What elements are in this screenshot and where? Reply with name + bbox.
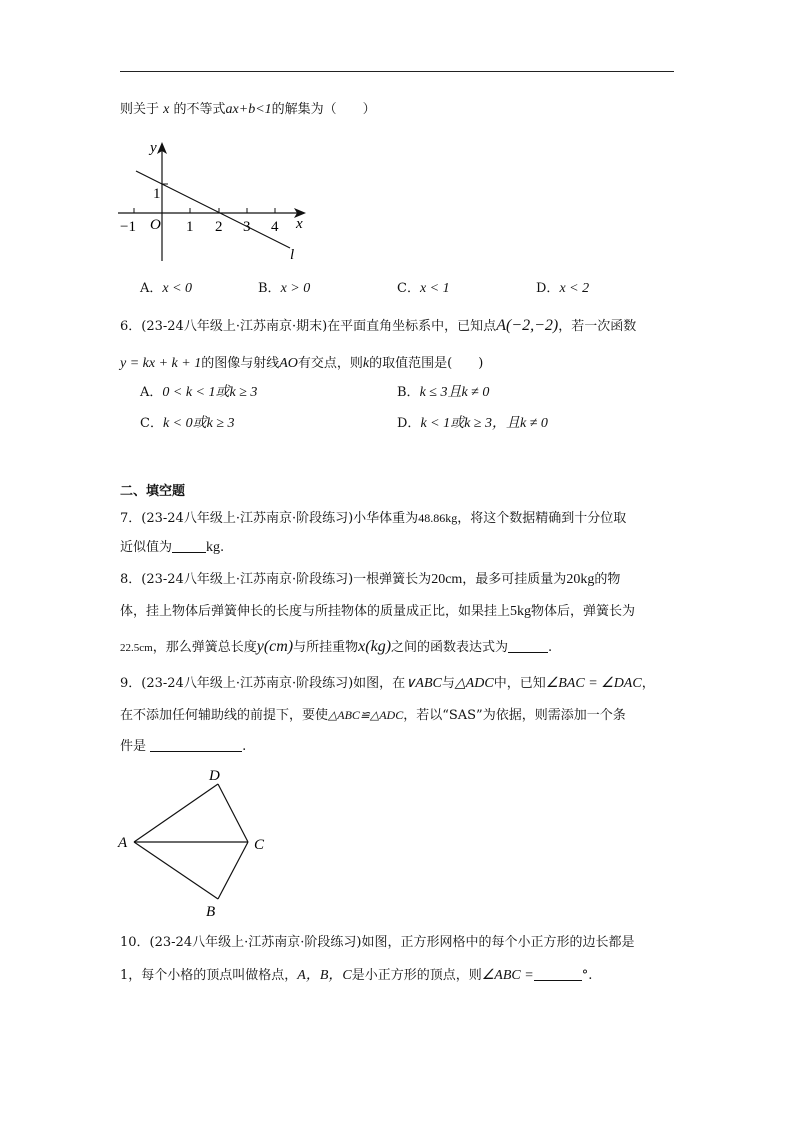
- q9-line2: 在不添加任何辅助线的前提下，要使△ABC≌△ADC，若以“SAS”为依据，则需添加一个条: [120, 708, 626, 723]
- q5-option-b[interactable]: B．x > 0: [258, 281, 311, 296]
- q7-line2: 近似值为 kg.: [120, 540, 225, 555]
- segment-bc: [218, 842, 248, 899]
- q9-line1: 9．(23-24八年级上·江苏南京·阶段练习)如图，在∨ABC与△ADC中，已知∠BAC = ∠DAC，: [120, 676, 655, 691]
- header-rule: [120, 71, 674, 72]
- q9-line3: 件是 .: [120, 739, 247, 754]
- segment-ab: [134, 842, 218, 899]
- q6-option-a[interactable]: A．0 < k < 1或k ≥ 3: [140, 385, 258, 400]
- q10-number: 10．: [120, 935, 150, 950]
- q5-stem-mid: 的不等式: [173, 102, 226, 117]
- q8-source: (23-24八年级上·江苏南京·阶段练习): [141, 572, 354, 587]
- vertex-c-label: C: [254, 837, 265, 853]
- vertex-b-label: B: [206, 904, 216, 920]
- q7-line1: 7．(23-24八年级上·江苏南京·阶段练习)小华体重为48.86kg，将这个数据精确到十分位取: [120, 511, 627, 526]
- x-axis-label: x: [296, 216, 303, 232]
- q8-answer-blank[interactable]: [508, 638, 548, 653]
- q10-source: (23-24八年级上·江苏南京·阶段练习): [149, 935, 362, 950]
- section-2-title: 二、填空题: [120, 484, 186, 499]
- x-tick-2: 2: [215, 219, 223, 235]
- q5-option-a[interactable]: A．x < 0: [140, 281, 193, 296]
- q10-line2: 1，每个小格的顶点叫做格点，A，B，C是小正方形的顶点，则∠ABC = °.: [120, 968, 593, 983]
- q10-line1: 10．(23-24八年级上·江苏南京·阶段练习)如图，正方形网格中的每个小正方形的边长都是: [120, 935, 635, 950]
- q8-number: 8．: [120, 572, 142, 587]
- q5-stem: [120, 100, 376, 120]
- x-tick-1: 1: [186, 219, 194, 235]
- q6-number: 6．: [120, 319, 142, 334]
- q5-stem-suffix: 的解集为（ ）: [271, 102, 376, 117]
- q8-line3: 22.5cm，那么弹簧总长度y(cm)与所挂重物x(kg)之间的函数表达式为 .: [120, 638, 553, 655]
- q9-number: 9．: [120, 676, 142, 691]
- q5-inequality: ax+b<1: [225, 102, 272, 117]
- x-tick-4: 4: [271, 219, 279, 235]
- q7-answer-blank[interactable]: [172, 538, 206, 553]
- q5-option-c[interactable]: C．x < 1: [397, 281, 450, 296]
- q6-option-c[interactable]: C．k < 0或k ≥ 3: [140, 416, 235, 431]
- q7-source: (23-24八年级上·江苏南京·阶段练习): [141, 511, 354, 526]
- q6-ray: AO: [279, 356, 298, 371]
- q6-point-a: A(−2,−2): [496, 317, 559, 334]
- q9-source: (23-24八年级上·江苏南京·阶段练习): [141, 676, 354, 691]
- line-l: [136, 171, 290, 248]
- q7-number: 7．: [120, 511, 142, 526]
- q5-stem-var: x: [163, 102, 170, 117]
- y-axis-label: y: [150, 140, 157, 156]
- q6-source: (23-24八年级上·江苏南京·期末): [141, 319, 328, 334]
- origin-label: O: [150, 217, 161, 233]
- y-tick-1: 1: [153, 186, 161, 202]
- q5-option-d[interactable]: D．x < 2: [536, 281, 590, 296]
- q9-figure: [112, 764, 282, 924]
- q6-function: y = kx + k + 1: [120, 356, 202, 371]
- q8-line2: 体，挂上物体后弹簧伸长的长度与所挂物体的质量成正比，如果挂上5kg物体后，弹簧长为: [120, 604, 636, 619]
- q6-line2: y = kx + k + 1的图像与射线AO有交点，则k的取值范围是( ): [120, 356, 484, 371]
- x-tick-neg1: −1: [120, 219, 136, 235]
- line-l-label: l: [290, 247, 295, 263]
- q5-graph: [110, 136, 310, 266]
- q10-answer-blank[interactable]: [534, 966, 582, 981]
- vertex-a-label: A: [118, 835, 128, 851]
- q5-stem-prefix: 则关于: [120, 102, 160, 117]
- q6-line1: 6．(23-24八年级上·江苏南京·期末)在平面直角坐标系中，已知点A(−2,−2)，若一次函数: [120, 317, 637, 334]
- q9-answer-blank[interactable]: [150, 737, 242, 752]
- q6-option-b[interactable]: B．k ≤ 3且k ≠ 0: [397, 385, 490, 400]
- q6-option-d[interactable]: D．k < 1或k ≥ 3，且k ≠ 0: [397, 416, 548, 431]
- x-tick-3: 3: [243, 219, 251, 235]
- segment-ad: [134, 784, 218, 842]
- vertex-d-label: D: [209, 768, 220, 784]
- q8-line1: 8．(23-24八年级上·江苏南京·阶段练习)一根弹簧长为20cm，最多可挂质量为20kg的物: [120, 572, 621, 587]
- q7-weight: 48.86kg: [418, 511, 458, 525]
- segment-dc: [218, 784, 248, 842]
